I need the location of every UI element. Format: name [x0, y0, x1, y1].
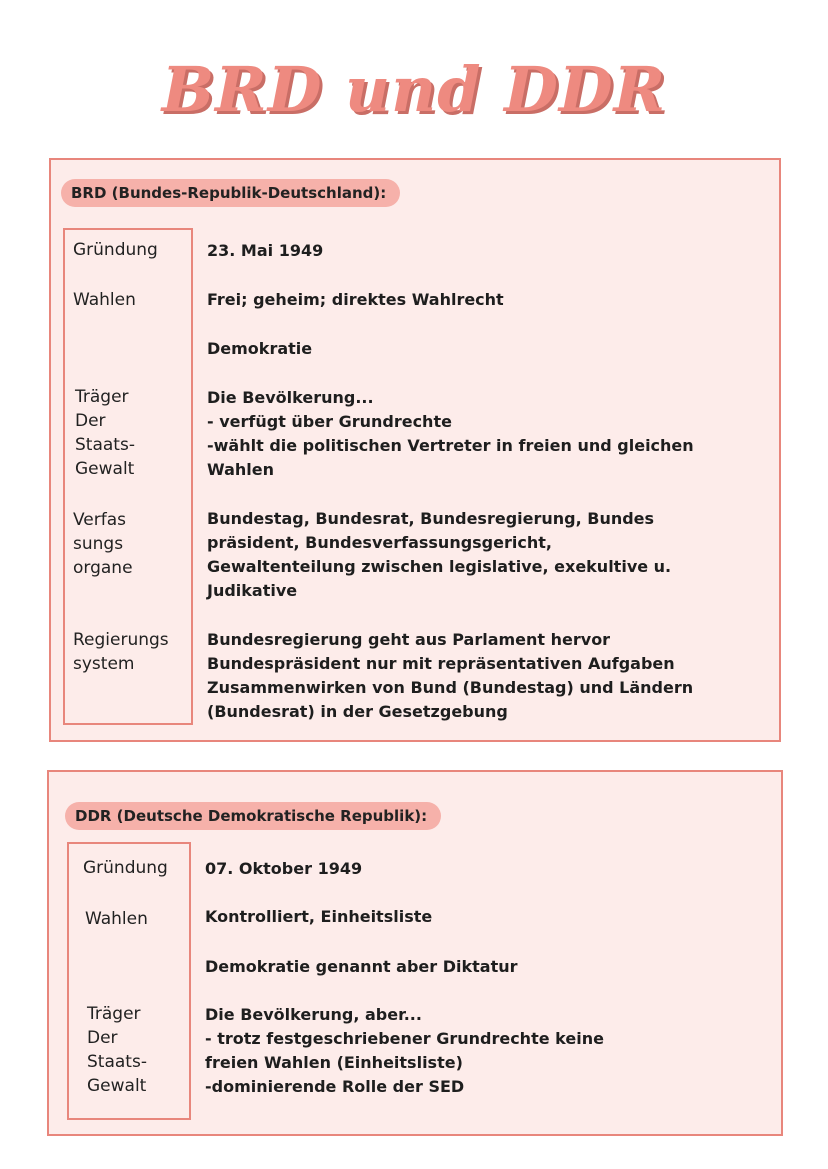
brd-section [49, 158, 781, 742]
brd-label-traeger: Träger Der Staats- Gewalt [75, 387, 135, 479]
brd-value-traeger: Die Bevölkerung... - verfügt über Grundrechte -wählt die politischen Vertreter in freien und gleichen Wahlen [207, 388, 694, 479]
brd-value-staatsform: Demokratie [207, 339, 313, 358]
brd-label-regierungssystem: Regierungs system [73, 630, 169, 674]
ddr-label-gruendung: Gründung [83, 858, 168, 878]
brd-value-gruendung: 23. Mai 1949 [207, 241, 324, 260]
brd-label-wahlen: Wahlen [73, 290, 136, 310]
brd-value-verfassungsorgane: Bundestag, Bundesrat, Bundesregierung, Bundes präsident, Bundesverfassungsgericht, Gewaltenteilung zwischen legislative, exekultive u. Judikative [207, 509, 672, 600]
page-title: BRD und DDR [161, 53, 667, 126]
ddr-label-traeger: Träger Der Staats- Gewalt [87, 1004, 147, 1096]
brd-heading: BRD (Bundes-Republik-Deutschland): [61, 179, 400, 207]
ddr-section [47, 770, 783, 1136]
brd-value-regierungssystem: Bundesregierung geht aus Parlament hervor Bundespräsident nur mit repräsentativen Aufgaben Zusammenwirken von Bund (Bundestag) und Ländern (Bundesrat) in der Gesetzgebung [207, 630, 694, 721]
brd-label-verfassungsorgane: Verfas sungs organe [73, 510, 133, 578]
ddr-value-gruendung: 07. Oktober 1949 [205, 859, 363, 878]
ddr-heading: DDR (Deutsche Demokratische Republik): [65, 802, 441, 830]
ddr-value-staatsform: Demokratie genannt aber Diktatur [205, 957, 518, 976]
ddr-value-traeger: Die Bevölkerung, aber... - trotz festgeschriebener Grundrechte keine freien Wahlen (Einheitsliste) -dominierende Rolle der SED [205, 1005, 604, 1096]
ddr-value-wahlen: Kontrolliert, Einheitsliste [205, 907, 433, 926]
brd-label-gruendung: Gründung [73, 240, 158, 260]
brd-value-wahlen: Frei; geheim; direktes Wahlrecht [207, 290, 504, 309]
ddr-label-wahlen: Wahlen [85, 909, 148, 929]
